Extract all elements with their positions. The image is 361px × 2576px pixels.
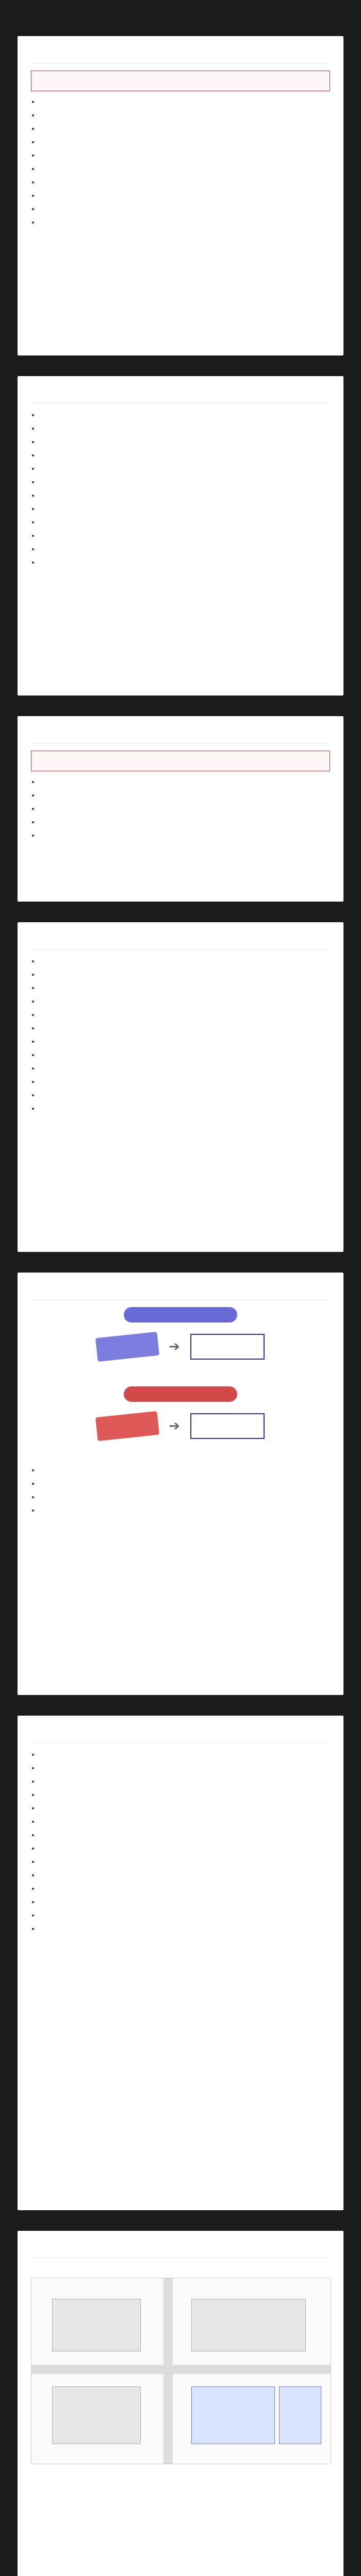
card-3-item xyxy=(39,831,330,839)
card-6-item xyxy=(39,1911,330,1919)
flow-b-pill xyxy=(124,1386,237,1402)
card-4-item xyxy=(39,970,330,978)
directions-line xyxy=(31,2554,330,2562)
card-1-item xyxy=(39,218,330,226)
card-2-item xyxy=(39,491,330,499)
card-4-item xyxy=(39,1050,330,1059)
map-building-right xyxy=(191,2299,306,2351)
card-6-item xyxy=(39,1790,330,1799)
card-5-list xyxy=(31,1466,330,1514)
card-4-item xyxy=(39,997,330,1005)
map-station xyxy=(52,2386,141,2444)
arrow-right-icon: ➔ xyxy=(169,1339,180,1354)
flow-a-row xyxy=(31,1329,330,1365)
map-venue-main xyxy=(191,2386,275,2444)
card-5-item xyxy=(39,1466,330,1474)
card-2-item xyxy=(39,504,330,513)
card-2-item xyxy=(39,437,330,446)
card-6-item xyxy=(39,1871,330,1879)
card-6-item xyxy=(39,1897,330,1906)
card-2-item xyxy=(39,558,330,566)
entry-flow-a xyxy=(31,1307,330,1377)
card-1-item xyxy=(39,191,330,199)
card-3-item xyxy=(39,791,330,799)
card-3-item xyxy=(39,818,330,826)
flow-b-row xyxy=(31,1408,330,1444)
card-1-item xyxy=(39,138,330,146)
card-1-item xyxy=(39,205,330,213)
flow-b-ticket xyxy=(95,1411,159,1441)
card-6-item xyxy=(39,1750,330,1758)
notice-card-6 xyxy=(18,1716,343,2210)
notice-card-2 xyxy=(18,376,343,696)
notice-card-5 xyxy=(18,1273,343,1695)
notice-card-4 xyxy=(18,922,343,1252)
card-2-item xyxy=(39,518,330,526)
card-4-item xyxy=(39,1037,330,1045)
card-5-item xyxy=(39,1493,330,1501)
card-4-item xyxy=(39,1064,330,1072)
flow-a-ticket xyxy=(95,1332,159,1362)
map-road-horizontal xyxy=(31,2365,331,2374)
card-6-item xyxy=(39,1924,330,1933)
entry-flow-b xyxy=(31,1386,330,1456)
card-4-item xyxy=(39,1010,330,1019)
card-2-item xyxy=(39,545,330,553)
flow-b-gate xyxy=(190,1413,265,1439)
card-6-item xyxy=(39,1857,330,1866)
card-7-title xyxy=(31,2240,330,2258)
map-venue-side xyxy=(279,2386,321,2444)
directions-heading xyxy=(31,2569,330,2576)
card-4-item xyxy=(39,957,330,965)
card-3-title xyxy=(31,725,330,743)
card-1-item xyxy=(39,178,330,186)
notice-card-3 xyxy=(18,716,343,902)
notice-card-1 xyxy=(18,36,343,355)
directions-line xyxy=(31,2513,330,2521)
card-6-item xyxy=(39,1831,330,1839)
header-note xyxy=(0,0,361,36)
card-4-item xyxy=(39,1104,330,1112)
card-5-item xyxy=(39,1506,330,1514)
card-1-item xyxy=(39,124,330,132)
card-6-item xyxy=(39,1764,330,1772)
card-6-item xyxy=(39,1817,330,1825)
map-note xyxy=(31,2471,330,2480)
card-4-item xyxy=(39,1024,330,1032)
card-2-title xyxy=(31,385,330,403)
card-2-item xyxy=(39,424,330,432)
card-1-title xyxy=(31,45,330,63)
card-4-item xyxy=(39,984,330,992)
notice-card-7 xyxy=(18,2231,343,2576)
card-1-item xyxy=(39,111,330,119)
card-1-item xyxy=(39,164,330,173)
card-4-item xyxy=(39,1091,330,1099)
card-5-title xyxy=(31,1282,330,1300)
venue-map xyxy=(31,2278,331,2464)
card-6-item xyxy=(39,1884,330,1892)
card-2-item xyxy=(39,411,330,419)
card-4-list xyxy=(31,957,330,1112)
card-3-highlight xyxy=(31,751,330,771)
card-3-list xyxy=(31,777,330,839)
card-3-item xyxy=(39,777,330,786)
card-2-item xyxy=(39,451,330,459)
card-3-item xyxy=(39,804,330,812)
card-2-list xyxy=(31,411,330,566)
directions-heading xyxy=(31,2487,330,2496)
card-4-item xyxy=(39,1077,330,1086)
flow-a-gate xyxy=(190,1334,265,1360)
directions-line xyxy=(31,2500,330,2509)
flow-b-caption xyxy=(31,1448,330,1456)
directions-line xyxy=(31,2541,330,2550)
card-6-item xyxy=(39,1777,330,1785)
card-6-list xyxy=(31,1750,330,1933)
map-road-vertical xyxy=(163,2278,173,2464)
venue-address xyxy=(31,2265,330,2274)
card-2-item xyxy=(39,478,330,486)
card-6-item xyxy=(39,1804,330,1812)
arrow-right-icon: ➔ xyxy=(169,1418,180,1434)
directions-heading xyxy=(31,2528,330,2537)
card-1-highlight xyxy=(31,71,330,91)
flow-a-pill xyxy=(124,1307,237,1323)
flow-a-caption xyxy=(31,1369,330,1377)
card-1-item xyxy=(39,97,330,106)
card-2-item xyxy=(39,531,330,539)
card-6-item xyxy=(39,1844,330,1852)
card-5-item xyxy=(39,1479,330,1487)
card-6-title xyxy=(31,1725,330,1743)
map-building-left xyxy=(52,2299,141,2351)
card-1-item xyxy=(39,151,330,159)
card-4-title xyxy=(31,931,330,950)
card-1-list xyxy=(31,97,330,226)
card-2-item xyxy=(39,464,330,472)
